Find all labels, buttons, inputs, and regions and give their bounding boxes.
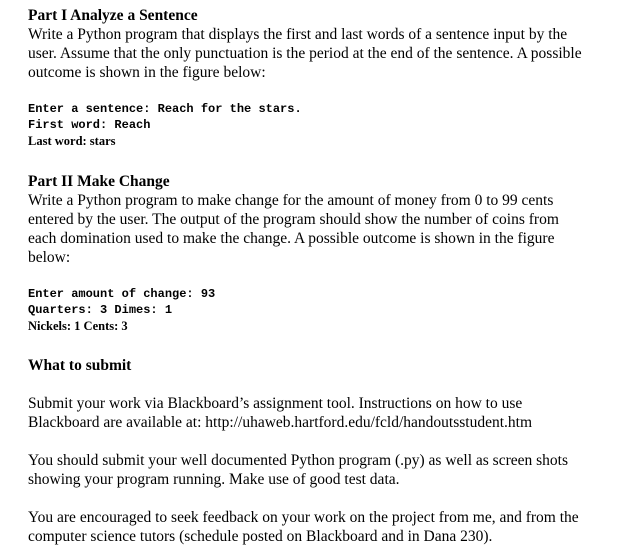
part2-description-line-3: each domination used to make the change. A possible outcome is shown in the figure <box>28 230 555 247</box>
submit-paragraph1-line-2: Blackboard are available at: http://uhaweb.hartford.edu/fcld/handoutsstudent.htm <box>28 414 533 431</box>
part1-description-line-3: outcome is shown in the figure below: <box>28 64 266 81</box>
spacer <box>28 432 618 451</box>
spacer <box>28 149 618 172</box>
part1-heading: Part I Analyze a Sentence <box>28 7 198 24</box>
part2-description-line-1: Write a Python program to make change for the amount of money from 0 to 99 cents <box>28 192 554 209</box>
spacer <box>28 82 618 101</box>
part2-example-nickels-cents: Nickels: 1 Cents: 3 <box>28 319 128 333</box>
submit-paragraph3-line-2: computer science tutors (schedule posted on Blackboard and in Dana 230). <box>28 528 493 545</box>
document-page <box>28 6 618 546</box>
part1-example-first-word: First word: Reach <box>28 118 151 132</box>
part2-description-line-2: entered by the user. The output of the program should show the number of coins from <box>28 211 559 228</box>
submit-paragraph3-line-1: You are encouraged to seek feedback on your work on the project from me, and from the <box>28 509 579 526</box>
submit-section <box>28 356 618 546</box>
part2-example-quarters-dimes: Quarters: 3 Dimes: 1 <box>28 303 173 317</box>
part2-description-line-4: below: <box>28 249 71 266</box>
submit-paragraph1-line-1: Submit your work via Blackboard’s assignment tool. Instructions on how to use <box>28 395 523 412</box>
part1-section <box>28 6 618 149</box>
submit-paragraph2-line-2: showing your program running. Make use of good test data. <box>28 471 400 488</box>
spacer <box>28 267 618 286</box>
submit-paragraph2-line-1: You should submit your well documented Python program (.py) as well as screen shots <box>28 452 569 469</box>
spacer <box>28 489 618 508</box>
submit-heading: What to submit <box>28 357 132 374</box>
part1-example-last-word: Last word: stars <box>28 134 116 148</box>
part1-example-prompt: Enter a sentence: Reach for the stars. <box>28 102 302 116</box>
part2-example-prompt: Enter amount of change: 93 <box>28 287 216 301</box>
part2-section <box>28 172 618 334</box>
spacer <box>28 334 618 356</box>
spacer <box>28 375 618 394</box>
part2-heading: Part II Make Change <box>28 173 170 190</box>
part1-description-line-1: Write a Python program that displays the first and last words of a sentence input by the <box>28 26 568 43</box>
part1-description-line-2: user. Assume that the only punctuation is the period at the end of the sentence. A possible <box>28 45 582 62</box>
